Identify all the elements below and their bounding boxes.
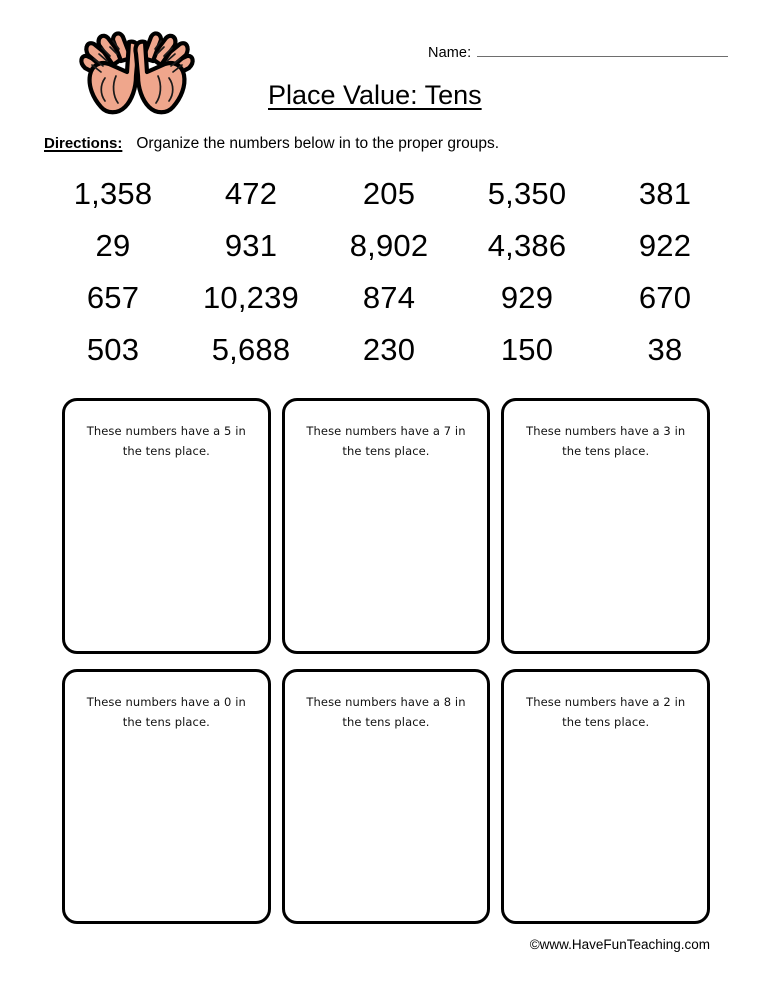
- sorting-box-tens-3[interactable]: [501, 398, 710, 654]
- directions: [44, 134, 499, 154]
- number-item: 657: [86, 280, 140, 315]
- number-item: 929: [500, 280, 554, 315]
- sorting-box-label: These numbers have a 2 in the tens place.: [526, 694, 686, 729]
- sorting-box-label: These numbers have a 8 in the tens place.: [306, 694, 466, 729]
- sorting-box-row: [62, 669, 710, 925]
- sorting-box-tens-7[interactable]: [282, 398, 491, 654]
- number-row: [44, 272, 734, 324]
- sorting-box-tens-2[interactable]: [501, 669, 710, 925]
- number-row: [44, 324, 734, 376]
- number-item: 5,350: [487, 176, 567, 211]
- page-title: Place Value: Tens: [268, 80, 482, 110]
- number-item: 931: [224, 228, 278, 263]
- number-item: 205: [362, 176, 416, 211]
- number-row: [44, 168, 734, 220]
- two-open-hands-clipart: [72, 28, 202, 120]
- directions-label: Directions:: [44, 135, 123, 152]
- number-item: 150: [500, 332, 554, 367]
- number-item: 670: [638, 280, 692, 315]
- number-item: 230: [362, 332, 416, 367]
- sorting-box-label: These numbers have a 7 in the tens place.: [306, 424, 466, 458]
- number-row: [44, 220, 734, 272]
- number-item: 472: [224, 176, 278, 211]
- number-item: 4,386: [487, 228, 567, 263]
- number-item: 381: [638, 176, 692, 211]
- number-item: 38: [647, 332, 683, 367]
- worksheet-header: [0, 0, 772, 128]
- sorting-box-row: [62, 398, 710, 654]
- number-item: 8,902: [349, 228, 429, 263]
- sorting-box-label: These numbers have a 3 in the tens place.: [526, 424, 686, 458]
- number-item: 29: [95, 228, 131, 263]
- name-label: Name:: [428, 45, 472, 61]
- sorting-boxes: [62, 398, 710, 924]
- sorting-box-tens-0[interactable]: [62, 669, 271, 925]
- number-item: 874: [362, 280, 416, 315]
- number-item: 10,239: [202, 280, 300, 315]
- number-item: 503: [86, 332, 140, 367]
- footer-copyright: ©www.HaveFunTeaching.com: [529, 937, 710, 952]
- sorting-box-tens-5[interactable]: [62, 398, 271, 654]
- number-item: 1,358: [73, 176, 153, 211]
- number-item: 922: [638, 228, 692, 263]
- number-bank: [44, 168, 734, 376]
- sorting-box-label: These numbers have a 0 in the tens place.: [86, 694, 246, 729]
- name-field-row: [428, 43, 728, 65]
- number-item: 5,688: [211, 332, 291, 367]
- directions-text: Organize the numbers below in to the proper groups.: [136, 135, 500, 152]
- sorting-box-tens-8[interactable]: [282, 669, 491, 925]
- sorting-box-label: These numbers have a 5 in the tens place.: [86, 424, 246, 458]
- name-input[interactable]: [477, 43, 728, 57]
